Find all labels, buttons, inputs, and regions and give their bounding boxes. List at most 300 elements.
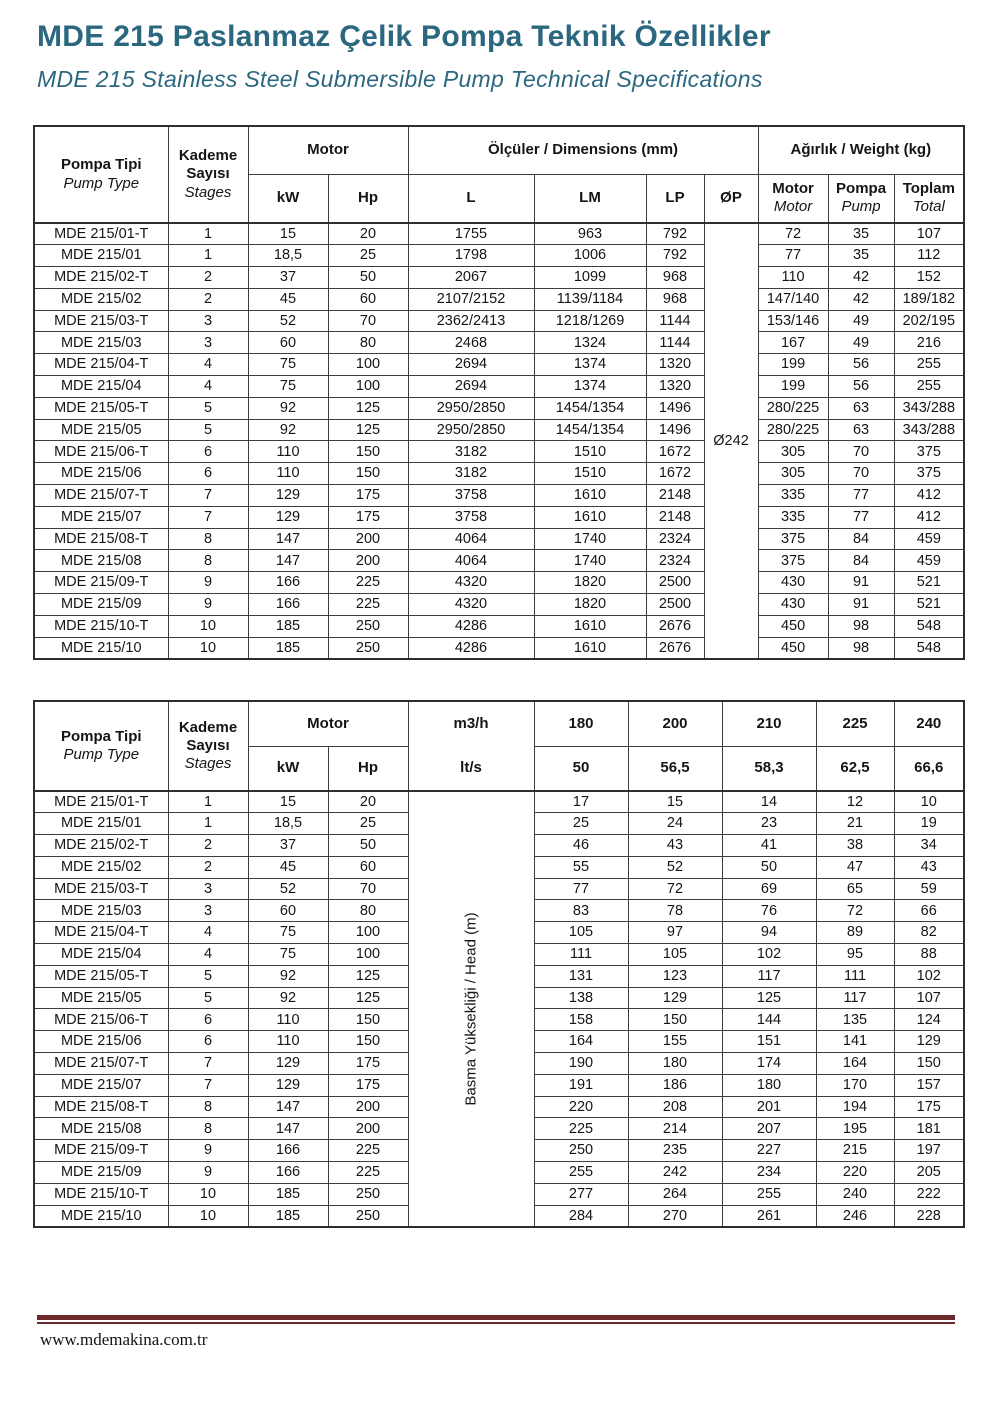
value-cell: 63 xyxy=(828,419,894,441)
pump-type-cell: MDE 215/04 xyxy=(34,376,168,398)
pump-type-cell: MDE 215/08-T xyxy=(34,528,168,550)
value-cell: 1144 xyxy=(646,310,704,332)
value-cell: 191 xyxy=(534,1074,628,1096)
value-cell: 125 xyxy=(328,987,408,1009)
value-cell: 155 xyxy=(628,1031,722,1053)
value-cell: 21 xyxy=(816,813,894,835)
value-cell: 75 xyxy=(248,922,328,944)
value-cell: 15 xyxy=(628,791,722,813)
pump-type-cell: MDE 215/01 xyxy=(34,245,168,267)
value-cell: 9 xyxy=(168,594,248,616)
group-header-dimensions: Ölçüler / Dimensions (mm) xyxy=(408,126,758,174)
value-cell: 110 xyxy=(248,441,328,463)
value-cell: 105 xyxy=(628,944,722,966)
flow-lts-value: 58,3 xyxy=(722,746,816,791)
value-cell: 166 xyxy=(248,1140,328,1162)
value-cell: 69 xyxy=(722,878,816,900)
pump-type-cell: MDE 215/04-T xyxy=(34,922,168,944)
value-cell: 77 xyxy=(534,878,628,900)
pump-type-cell: MDE 215/02 xyxy=(34,288,168,310)
value-cell: 6 xyxy=(168,441,248,463)
value-cell: 37 xyxy=(248,835,328,857)
table-row xyxy=(34,397,964,419)
value-cell: 147 xyxy=(248,550,328,572)
value-cell: 280/225 xyxy=(758,419,828,441)
flow-m3h-value: 225 xyxy=(816,701,894,746)
value-cell: 2362/2413 xyxy=(408,310,534,332)
value-cell: 284 xyxy=(534,1205,628,1227)
value-cell: 147 xyxy=(248,1096,328,1118)
value-cell: 199 xyxy=(758,376,828,398)
value-cell: 75 xyxy=(248,354,328,376)
value-cell: 25 xyxy=(534,813,628,835)
pump-type-cell: MDE 215/10-T xyxy=(34,1183,168,1205)
value-cell: 47 xyxy=(816,856,894,878)
value-cell: 56 xyxy=(828,376,894,398)
pump-type-cell: MDE 215/01-T xyxy=(34,223,168,245)
value-cell: 2148 xyxy=(646,485,704,507)
value-cell: 7 xyxy=(168,506,248,528)
value-cell: 76 xyxy=(722,900,816,922)
col-header-weight-motor: Motor Motor xyxy=(758,174,828,223)
value-cell: 222 xyxy=(894,1183,964,1205)
footer-divider-bar xyxy=(37,1315,955,1324)
value-cell: 225 xyxy=(328,1140,408,1162)
value-cell: 4 xyxy=(168,944,248,966)
value-cell: 4320 xyxy=(408,594,534,616)
value-cell: 147 xyxy=(248,1118,328,1140)
value-cell: 180 xyxy=(722,1074,816,1096)
value-cell: 175 xyxy=(894,1096,964,1118)
col-header-weight-pump: Pompa Pump xyxy=(828,174,894,223)
value-cell: 91 xyxy=(828,572,894,594)
value-cell: 97 xyxy=(628,922,722,944)
flow-unit-m3h: m3/h xyxy=(453,714,489,732)
value-cell: 92 xyxy=(248,965,328,987)
value-cell: 186 xyxy=(628,1074,722,1096)
value-cell: 180 xyxy=(628,1053,722,1075)
value-cell: 18,5 xyxy=(248,245,328,267)
table-row xyxy=(34,376,964,398)
table-row xyxy=(34,594,964,616)
value-cell: 49 xyxy=(828,310,894,332)
value-cell: 264 xyxy=(628,1183,722,1205)
pump-type-cell: MDE 215/04-T xyxy=(34,354,168,376)
value-cell: 70 xyxy=(828,463,894,485)
value-cell: 5 xyxy=(168,965,248,987)
flow-head-table xyxy=(33,700,965,1228)
table-row xyxy=(34,310,964,332)
pump-type-cell: MDE 215/06-T xyxy=(34,441,168,463)
value-cell: 77 xyxy=(828,506,894,528)
value-cell: 100 xyxy=(328,944,408,966)
value-cell: 7 xyxy=(168,1074,248,1096)
value-cell: 246 xyxy=(816,1205,894,1227)
value-cell: 66 xyxy=(894,900,964,922)
value-cell: 150 xyxy=(894,1053,964,1075)
value-cell: 1610 xyxy=(534,506,646,528)
table-row xyxy=(34,267,964,289)
pump-type-cell: MDE 215/07-T xyxy=(34,1053,168,1075)
group-header-motor: Motor xyxy=(248,701,408,746)
value-cell: 2950/2850 xyxy=(408,397,534,419)
value-cell: 335 xyxy=(758,485,828,507)
value-cell: 98 xyxy=(828,615,894,637)
value-cell: 164 xyxy=(816,1053,894,1075)
value-cell: 343/288 xyxy=(894,419,964,441)
value-cell: 1755 xyxy=(408,223,534,245)
value-cell: 216 xyxy=(894,332,964,354)
table-row xyxy=(34,463,964,485)
table-row xyxy=(34,615,964,637)
value-cell: 225 xyxy=(328,594,408,616)
value-cell: 135 xyxy=(816,1009,894,1031)
value-cell: 174 xyxy=(722,1053,816,1075)
value-cell: 7 xyxy=(168,485,248,507)
value-cell: 225 xyxy=(328,1162,408,1184)
pump-type-cell: MDE 215/09-T xyxy=(34,572,168,594)
table-row xyxy=(34,485,964,507)
value-cell: 105 xyxy=(534,922,628,944)
value-cell: 72 xyxy=(758,223,828,245)
value-cell: 175 xyxy=(328,1053,408,1075)
value-cell: 1496 xyxy=(646,419,704,441)
value-cell: 45 xyxy=(248,288,328,310)
flow-lts-value: 50 xyxy=(534,746,628,791)
value-cell: 521 xyxy=(894,572,964,594)
value-cell: 214 xyxy=(628,1118,722,1140)
value-cell: 42 xyxy=(828,267,894,289)
pump-type-cell: MDE 215/02-T xyxy=(34,267,168,289)
value-cell: 459 xyxy=(894,528,964,550)
value-cell: 202/195 xyxy=(894,310,964,332)
value-cell: 147/140 xyxy=(758,288,828,310)
value-cell: 175 xyxy=(328,1074,408,1096)
flow-units-cell xyxy=(408,701,534,791)
value-cell: 107 xyxy=(894,223,964,245)
table-row xyxy=(34,572,964,594)
value-cell: 1144 xyxy=(646,332,704,354)
value-cell: 35 xyxy=(828,245,894,267)
value-cell: 8 xyxy=(168,1118,248,1140)
col-header-op: ØP xyxy=(704,174,758,223)
value-cell: 150 xyxy=(328,1031,408,1053)
value-cell: 3 xyxy=(168,878,248,900)
value-cell: 261 xyxy=(722,1205,816,1227)
flow-m3h-value: 180 xyxy=(534,701,628,746)
value-cell: 205 xyxy=(894,1162,964,1184)
value-cell: 4064 xyxy=(408,550,534,572)
value-cell: 430 xyxy=(758,572,828,594)
pump-type-cell: MDE 215/10 xyxy=(34,637,168,659)
value-cell: 1672 xyxy=(646,441,704,463)
value-cell: 3758 xyxy=(408,506,534,528)
value-cell: 2324 xyxy=(646,550,704,572)
footer-bar-thin-line xyxy=(37,1322,955,1324)
value-cell: 1 xyxy=(168,813,248,835)
value-cell: 1 xyxy=(168,223,248,245)
value-cell: 2468 xyxy=(408,332,534,354)
value-cell: 1218/1269 xyxy=(534,310,646,332)
value-cell: 2 xyxy=(168,288,248,310)
value-cell: 111 xyxy=(816,965,894,987)
value-cell: 75 xyxy=(248,944,328,966)
value-cell: 255 xyxy=(534,1162,628,1184)
value-cell: 4 xyxy=(168,376,248,398)
value-cell: 38 xyxy=(816,835,894,857)
value-cell: 8 xyxy=(168,550,248,572)
value-cell: 50 xyxy=(328,267,408,289)
value-cell: 277 xyxy=(534,1183,628,1205)
value-cell: 77 xyxy=(828,485,894,507)
value-cell: 181 xyxy=(894,1118,964,1140)
value-cell: 335 xyxy=(758,506,828,528)
value-cell: 60 xyxy=(328,856,408,878)
value-cell: 60 xyxy=(328,288,408,310)
value-cell: 4286 xyxy=(408,637,534,659)
value-cell: 220 xyxy=(816,1162,894,1184)
value-cell: 129 xyxy=(248,1074,328,1096)
value-cell: 17 xyxy=(534,791,628,813)
value-cell: 14 xyxy=(722,791,816,813)
value-cell: 280/225 xyxy=(758,397,828,419)
value-cell: 35 xyxy=(828,223,894,245)
pump-type-cell: MDE 215/09 xyxy=(34,1162,168,1184)
pump-type-cell: MDE 215/07 xyxy=(34,1074,168,1096)
value-cell: 100 xyxy=(328,354,408,376)
pump-type-cell: MDE 215/03 xyxy=(34,900,168,922)
value-cell: 250 xyxy=(328,1205,408,1227)
col-header-stages: Kademe Sayısı Stages xyxy=(168,701,248,791)
value-cell: 2500 xyxy=(646,594,704,616)
value-cell: 52 xyxy=(248,878,328,900)
value-cell: 1820 xyxy=(534,572,646,594)
value-cell: 123 xyxy=(628,965,722,987)
value-cell: 131 xyxy=(534,965,628,987)
table-row xyxy=(34,550,964,572)
pump-type-cell: MDE 215/07-T xyxy=(34,485,168,507)
value-cell: 190 xyxy=(534,1053,628,1075)
value-cell: 164 xyxy=(534,1031,628,1053)
pump-type-cell: MDE 215/07 xyxy=(34,506,168,528)
value-cell: 166 xyxy=(248,572,328,594)
value-cell: 72 xyxy=(816,900,894,922)
value-cell: 5 xyxy=(168,987,248,1009)
value-cell: 250 xyxy=(534,1140,628,1162)
value-cell: 170 xyxy=(816,1074,894,1096)
value-cell: 175 xyxy=(328,485,408,507)
value-cell: 111 xyxy=(534,944,628,966)
value-cell: 10 xyxy=(894,791,964,813)
value-cell: 225 xyxy=(328,572,408,594)
value-cell: 200 xyxy=(328,550,408,572)
pump-type-cell: MDE 215/05 xyxy=(34,419,168,441)
table-row xyxy=(34,791,964,813)
value-cell: 110 xyxy=(248,1031,328,1053)
value-cell: 1324 xyxy=(534,332,646,354)
pump-type-cell: MDE 215/05-T xyxy=(34,965,168,987)
value-cell: 548 xyxy=(894,637,964,659)
value-cell: 117 xyxy=(722,965,816,987)
group-header-weight: Ağırlık / Weight (kg) xyxy=(758,126,964,174)
value-cell: 89 xyxy=(816,922,894,944)
value-cell: 412 xyxy=(894,506,964,528)
value-cell: 92 xyxy=(248,419,328,441)
value-cell: 2 xyxy=(168,856,248,878)
value-cell: 92 xyxy=(248,987,328,1009)
pump-type-cell: MDE 215/08 xyxy=(34,1118,168,1140)
value-cell: 7 xyxy=(168,1053,248,1075)
value-cell: 125 xyxy=(328,965,408,987)
value-cell: 55 xyxy=(534,856,628,878)
value-cell: 141 xyxy=(816,1031,894,1053)
pump-type-cell: MDE 215/01-T xyxy=(34,791,168,813)
value-cell: 968 xyxy=(646,267,704,289)
value-cell: 2 xyxy=(168,835,248,857)
value-cell: 41 xyxy=(722,835,816,857)
value-cell: 8 xyxy=(168,1096,248,1118)
col-header-pump-type: Pompa Tipi Pump Type xyxy=(34,126,168,223)
value-cell: 75 xyxy=(248,376,328,398)
page-subtitle: MDE 215 Stainless Steel Submersible Pump Technical Specifications xyxy=(37,66,763,92)
value-cell: 3758 xyxy=(408,485,534,507)
value-cell: 70 xyxy=(328,310,408,332)
value-cell: 201 xyxy=(722,1096,816,1118)
value-cell: 112 xyxy=(894,245,964,267)
value-cell: 107 xyxy=(894,987,964,1009)
value-cell: 9 xyxy=(168,572,248,594)
value-cell: 37 xyxy=(248,267,328,289)
value-cell: 3 xyxy=(168,900,248,922)
value-cell: 1820 xyxy=(534,594,646,616)
table-row xyxy=(34,637,964,659)
pump-type-cell: MDE 215/10 xyxy=(34,1205,168,1227)
value-cell: 235 xyxy=(628,1140,722,1162)
value-cell: 2694 xyxy=(408,376,534,398)
value-cell: 200 xyxy=(328,1118,408,1140)
pump-type-cell: MDE 215/06-T xyxy=(34,1009,168,1031)
pump-type-cell: MDE 215/06 xyxy=(34,1031,168,1053)
value-cell: 20 xyxy=(328,223,408,245)
col-header-lp: LP xyxy=(646,174,704,223)
value-cell: 195 xyxy=(816,1118,894,1140)
value-cell: 3182 xyxy=(408,463,534,485)
col-header-weight-total: Toplam Total xyxy=(894,174,964,223)
value-cell: 3 xyxy=(168,310,248,332)
value-cell: 52 xyxy=(248,310,328,332)
value-cell: 1374 xyxy=(534,354,646,376)
value-cell: 2500 xyxy=(646,572,704,594)
value-cell: 19 xyxy=(894,813,964,835)
value-cell: 4 xyxy=(168,354,248,376)
value-cell: 150 xyxy=(328,441,408,463)
value-cell: 521 xyxy=(894,594,964,616)
value-cell: 2676 xyxy=(646,615,704,637)
value-cell: 215 xyxy=(816,1140,894,1162)
value-cell: 10 xyxy=(168,615,248,637)
value-cell: 430 xyxy=(758,594,828,616)
value-cell: 200 xyxy=(328,528,408,550)
value-cell: 110 xyxy=(758,267,828,289)
value-cell: 10 xyxy=(168,637,248,659)
value-cell: 1454/1354 xyxy=(534,419,646,441)
value-cell: 45 xyxy=(248,856,328,878)
value-cell: 1672 xyxy=(646,463,704,485)
value-cell: 1320 xyxy=(646,354,704,376)
value-cell: 1740 xyxy=(534,528,646,550)
value-cell: 110 xyxy=(248,1009,328,1031)
value-cell: 166 xyxy=(248,594,328,616)
value-cell: 15 xyxy=(248,223,328,245)
value-cell: 255 xyxy=(894,376,964,398)
value-cell: 963 xyxy=(534,223,646,245)
col-header-kw: kW xyxy=(248,746,328,791)
value-cell: 125 xyxy=(328,419,408,441)
value-cell: 343/288 xyxy=(894,397,964,419)
value-cell: 234 xyxy=(722,1162,816,1184)
value-cell: 189/182 xyxy=(894,288,964,310)
pump-type-cell: MDE 215/10-T xyxy=(34,615,168,637)
value-cell: 23 xyxy=(722,813,816,835)
op-diameter-merged-cell: Ø242 xyxy=(704,223,758,659)
value-cell: 25 xyxy=(328,813,408,835)
value-cell: 56 xyxy=(828,354,894,376)
value-cell: 84 xyxy=(828,528,894,550)
value-cell: 3182 xyxy=(408,441,534,463)
value-cell: 1740 xyxy=(534,550,646,572)
value-cell: 548 xyxy=(894,615,964,637)
value-cell: 15 xyxy=(248,791,328,813)
value-cell: 52 xyxy=(628,856,722,878)
value-cell: 4320 xyxy=(408,572,534,594)
flow-m3h-value: 210 xyxy=(722,701,816,746)
value-cell: 49 xyxy=(828,332,894,354)
value-cell: 412 xyxy=(894,485,964,507)
table-row xyxy=(34,288,964,310)
value-cell: 792 xyxy=(646,223,704,245)
value-cell: 34 xyxy=(894,835,964,857)
value-cell: 60 xyxy=(248,900,328,922)
head-axis-label: Basma Yüksekliği / Head (m) xyxy=(462,912,480,1106)
flow-m3h-value: 200 xyxy=(628,701,722,746)
table-row xyxy=(34,354,964,376)
value-cell: 59 xyxy=(894,878,964,900)
value-cell: 4 xyxy=(168,922,248,944)
value-cell: 1 xyxy=(168,791,248,813)
value-cell: 1610 xyxy=(534,615,646,637)
value-cell: 10 xyxy=(168,1205,248,1227)
value-cell: 199 xyxy=(758,354,828,376)
value-cell: 43 xyxy=(628,835,722,857)
value-cell: 185 xyxy=(248,1183,328,1205)
value-cell: 129 xyxy=(248,485,328,507)
value-cell: 1798 xyxy=(408,245,534,267)
col-header-hp: Hp xyxy=(328,174,408,223)
flow-unit-lts: lt/s xyxy=(460,758,482,776)
value-cell: 60 xyxy=(248,332,328,354)
value-cell: 2148 xyxy=(646,506,704,528)
value-cell: 10 xyxy=(168,1183,248,1205)
value-cell: 305 xyxy=(758,463,828,485)
flow-lts-value: 62,5 xyxy=(816,746,894,791)
value-cell: 242 xyxy=(628,1162,722,1184)
value-cell: 1510 xyxy=(534,463,646,485)
flow-m3h-value: 240 xyxy=(894,701,964,746)
value-cell: 25 xyxy=(328,245,408,267)
value-cell: 270 xyxy=(628,1205,722,1227)
value-cell: 24 xyxy=(628,813,722,835)
col-header-l: L xyxy=(408,174,534,223)
